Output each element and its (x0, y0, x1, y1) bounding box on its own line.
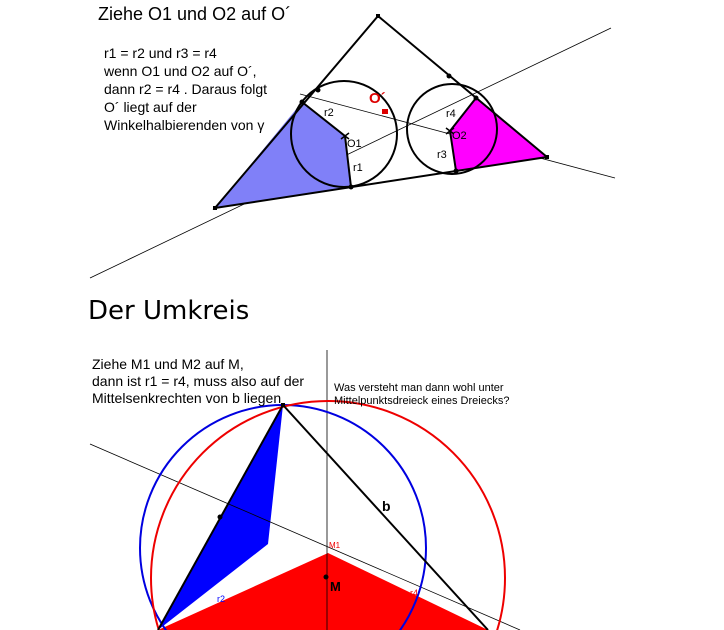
question-line: Was versteht man dann wohl unter (334, 382, 504, 394)
label-r2-blue: r2 (217, 594, 226, 604)
label-o1: O1 (347, 138, 362, 150)
section1-title: Ziehe O1 und O2 auf O´ (98, 4, 292, 24)
tangent-point (349, 185, 354, 190)
label-o2: O2 (452, 130, 467, 142)
point-marker (213, 206, 217, 210)
section1-note (104, 44, 267, 134)
tangent-point (454, 169, 459, 174)
note-line: O´ liegt auf der (104, 99, 197, 115)
note-line: dann ist r1 = r4, muss also auf der (92, 373, 305, 389)
tangent-point (300, 100, 305, 105)
label-r3: r3 (437, 149, 447, 161)
label-b: b (382, 498, 391, 514)
label-r4-red: r4 (410, 588, 419, 598)
point-marker (545, 155, 549, 159)
note-line: Winkelhalbierenden von γ (104, 117, 265, 133)
tangent-point (474, 96, 479, 101)
label-o-prime: O´ (369, 90, 386, 107)
tangent-point (316, 88, 321, 93)
tangent-point (218, 515, 223, 520)
note-line: Ziehe M1 und M2 auf M, (92, 356, 244, 372)
label-r1: r1 (353, 162, 363, 174)
note-line: dann r2 = r4 . Daraus folgt (104, 81, 268, 97)
o-prime-marker (382, 109, 388, 114)
note-line: r1 = r2 und r3 = r4 (104, 45, 217, 61)
label-r4: r4 (446, 108, 456, 120)
point-marker (376, 14, 380, 18)
section2-note (92, 356, 304, 407)
label-m: M (330, 579, 341, 594)
tangent-point (447, 74, 452, 79)
note-line: Mittelsenkrechten von b liegen (92, 390, 282, 406)
label-m1: M1 (329, 541, 341, 550)
label-r2: r2 (324, 107, 334, 119)
note-line: wenn O1 und O2 auf O´, (104, 63, 257, 79)
section2-heading: Der Umkreis (88, 296, 250, 326)
center-m-point (324, 575, 329, 580)
section2-question (334, 382, 509, 408)
question-line: Mittelpunktsdreieck eines Dreiecks? (334, 395, 510, 407)
